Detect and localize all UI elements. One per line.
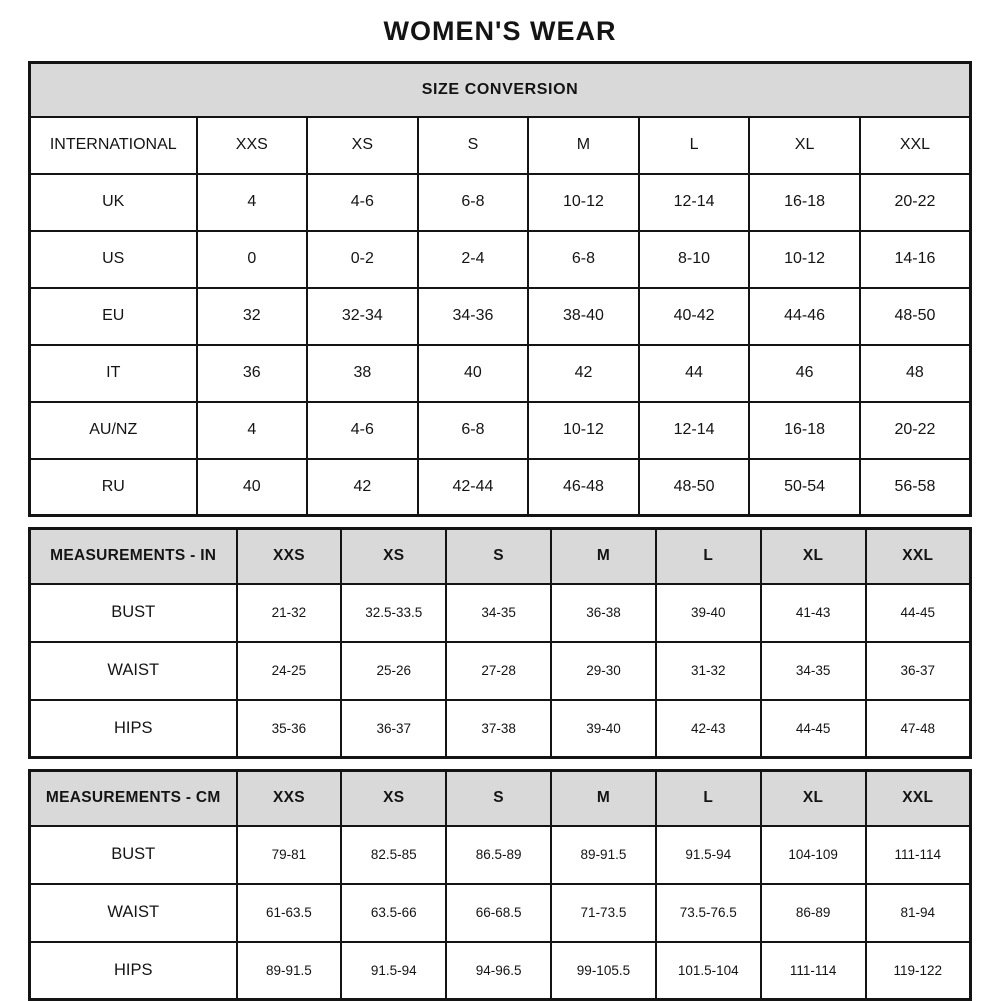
- in-size-header-m: M: [551, 529, 656, 584]
- eu-xxl: 48-50: [860, 288, 971, 345]
- waist-cm-xs: 63.5-66: [341, 884, 446, 942]
- in-size-header-xs: XS: [341, 529, 446, 584]
- aunz-m: 10-12: [528, 402, 639, 459]
- row-label-waist-cm: WAIST: [30, 884, 237, 942]
- us-l: 8-10: [639, 231, 750, 288]
- measurements-cm-table: [28, 769, 972, 1001]
- waist-in-xxl: 36-37: [866, 642, 971, 700]
- uk-xxl: 20-22: [860, 174, 971, 231]
- cm-size-header-xxs: XXS: [237, 771, 342, 826]
- row-label-aunz: AU/NZ: [30, 402, 197, 459]
- ru-s: 42-44: [418, 459, 529, 516]
- table-row-eu: [30, 288, 971, 345]
- bust-cm-m: 89-91.5: [551, 826, 656, 884]
- cm-size-header-s: S: [446, 771, 551, 826]
- hips-in-s: 37-38: [446, 700, 551, 758]
- waist-cm-l: 73.5-76.5: [656, 884, 761, 942]
- row-label-it: IT: [30, 345, 197, 402]
- uk-xl: 16-18: [749, 174, 860, 231]
- waist-in-xl: 34-35: [761, 642, 866, 700]
- waist-cm-m: 71-73.5: [551, 884, 656, 942]
- size-header-xxs: XXS: [197, 117, 308, 174]
- eu-xs: 32-34: [307, 288, 418, 345]
- row-label-bust-cm: BUST: [30, 826, 237, 884]
- size-conversion-title-row: [30, 63, 971, 117]
- bust-in-xl: 41-43: [761, 584, 866, 642]
- ru-m: 46-48: [528, 459, 639, 516]
- eu-s: 34-36: [418, 288, 529, 345]
- bust-cm-s: 86.5-89: [446, 826, 551, 884]
- page-title: WOMEN'S WEAR: [383, 16, 617, 46]
- waist-in-xxs: 24-25: [237, 642, 342, 700]
- row-label-bust-in: BUST: [30, 584, 237, 642]
- it-s: 40: [418, 345, 529, 402]
- size-header-m: M: [528, 117, 639, 174]
- ru-l: 48-50: [639, 459, 750, 516]
- row-label-eu: EU: [30, 288, 197, 345]
- size-header-s: S: [418, 117, 529, 174]
- uk-s: 6-8: [418, 174, 529, 231]
- measurements-in-header: MEASUREMENTS - IN: [30, 529, 237, 584]
- ru-xl: 50-54: [749, 459, 860, 516]
- uk-m: 10-12: [528, 174, 639, 231]
- hips-in-xl: 44-45: [761, 700, 866, 758]
- in-size-header-xl: XL: [761, 529, 866, 584]
- uk-xxs: 4: [197, 174, 308, 231]
- waist-cm-xl: 86-89: [761, 884, 866, 942]
- hips-cm-xs: 91.5-94: [341, 942, 446, 1000]
- eu-xxs: 32: [197, 288, 308, 345]
- international-header: INTERNATIONAL: [30, 117, 197, 174]
- it-xxs: 36: [197, 345, 308, 402]
- bust-in-xs: 32.5-33.5: [341, 584, 446, 642]
- bust-cm-xxs: 79-81: [237, 826, 342, 884]
- table-row-waist-cm: [30, 884, 971, 942]
- us-m: 6-8: [528, 231, 639, 288]
- size-header-xs: XS: [307, 117, 418, 174]
- table-row-uk: [30, 174, 971, 231]
- eu-l: 40-42: [639, 288, 750, 345]
- hips-cm-xxl: 119-122: [866, 942, 971, 1000]
- us-xs: 0-2: [307, 231, 418, 288]
- aunz-xxl: 20-22: [860, 402, 971, 459]
- us-xxs: 0: [197, 231, 308, 288]
- in-size-header-s: S: [446, 529, 551, 584]
- hips-cm-m: 99-105.5: [551, 942, 656, 1000]
- cm-size-header-xxl: XXL: [866, 771, 971, 826]
- it-l: 44: [639, 345, 750, 402]
- row-label-ru: RU: [30, 459, 197, 516]
- bust-in-xxs: 21-32: [237, 584, 342, 642]
- hips-cm-l: 101.5-104: [656, 942, 761, 1000]
- aunz-l: 12-14: [639, 402, 750, 459]
- us-xl: 10-12: [749, 231, 860, 288]
- eu-m: 38-40: [528, 288, 639, 345]
- ru-xxs: 40: [197, 459, 308, 516]
- cm-size-header-l: L: [656, 771, 761, 826]
- cm-size-header-xl: XL: [761, 771, 866, 826]
- row-label-hips-cm: HIPS: [30, 942, 237, 1000]
- hips-cm-xl: 111-114: [761, 942, 866, 1000]
- bust-in-l: 39-40: [656, 584, 761, 642]
- table-row-bust-cm: [30, 826, 971, 884]
- in-size-header-l: L: [656, 529, 761, 584]
- size-conversion-size-row: [30, 117, 971, 174]
- size-header-xxl: XXL: [860, 117, 971, 174]
- it-xs: 38: [307, 345, 418, 402]
- waist-cm-xxs: 61-63.5: [237, 884, 342, 942]
- table-row-waist-in: [30, 642, 971, 700]
- size-header-xl: XL: [749, 117, 860, 174]
- row-label-uk: UK: [30, 174, 197, 231]
- table-row-ru: [30, 459, 971, 516]
- ru-xxl: 56-58: [860, 459, 971, 516]
- table-row-aunz: [30, 402, 971, 459]
- table-row-hips-in: [30, 700, 971, 758]
- waist-cm-xxl: 81-94: [866, 884, 971, 942]
- bust-cm-xl: 104-109: [761, 826, 866, 884]
- size-conversion-header: SIZE CONVERSION: [30, 63, 971, 117]
- cm-size-header-m: M: [551, 771, 656, 826]
- hips-in-xxs: 35-36: [237, 700, 342, 758]
- it-m: 42: [528, 345, 639, 402]
- aunz-xxs: 4: [197, 402, 308, 459]
- it-xxl: 48: [860, 345, 971, 402]
- in-size-header-xxl: XXL: [866, 529, 971, 584]
- measurements-cm-header: MEASUREMENTS - CM: [30, 771, 237, 826]
- in-size-header-xxs: XXS: [237, 529, 342, 584]
- hips-in-xs: 36-37: [341, 700, 446, 758]
- measurements-cm-header-row: [30, 771, 971, 826]
- table-row-it: [30, 345, 971, 402]
- hips-in-l: 42-43: [656, 700, 761, 758]
- us-xxl: 14-16: [860, 231, 971, 288]
- size-conversion-table: [28, 61, 972, 517]
- measurements-in-table: [28, 527, 972, 759]
- bust-in-s: 34-35: [446, 584, 551, 642]
- waist-cm-s: 66-68.5: [446, 884, 551, 942]
- hips-in-xxl: 47-48: [866, 700, 971, 758]
- us-s: 2-4: [418, 231, 529, 288]
- cm-size-header-xs: XS: [341, 771, 446, 826]
- hips-cm-s: 94-96.5: [446, 942, 551, 1000]
- waist-in-l: 31-32: [656, 642, 761, 700]
- bust-cm-xs: 82.5-85: [341, 826, 446, 884]
- bust-cm-l: 91.5-94: [656, 826, 761, 884]
- hips-cm-xxs: 89-91.5: [237, 942, 342, 1000]
- bust-in-m: 36-38: [551, 584, 656, 642]
- row-label-hips-in: HIPS: [30, 700, 237, 758]
- row-label-us: US: [30, 231, 197, 288]
- uk-xs: 4-6: [307, 174, 418, 231]
- table-row-bust-in: [30, 584, 971, 642]
- row-label-waist-in: WAIST: [30, 642, 237, 700]
- waist-in-xs: 25-26: [341, 642, 446, 700]
- size-header-l: L: [639, 117, 750, 174]
- eu-xl: 44-46: [749, 288, 860, 345]
- measurements-in-header-row: [30, 529, 971, 584]
- it-xl: 46: [749, 345, 860, 402]
- aunz-xl: 16-18: [749, 402, 860, 459]
- aunz-xs: 4-6: [307, 402, 418, 459]
- aunz-s: 6-8: [418, 402, 529, 459]
- hips-in-m: 39-40: [551, 700, 656, 758]
- ru-xs: 42: [307, 459, 418, 516]
- table-row-hips-cm: [30, 942, 971, 1000]
- bust-in-xxl: 44-45: [866, 584, 971, 642]
- bust-cm-xxl: 111-114: [866, 826, 971, 884]
- uk-l: 12-14: [639, 174, 750, 231]
- waist-in-s: 27-28: [446, 642, 551, 700]
- waist-in-m: 29-30: [551, 642, 656, 700]
- table-row-us: [30, 231, 971, 288]
